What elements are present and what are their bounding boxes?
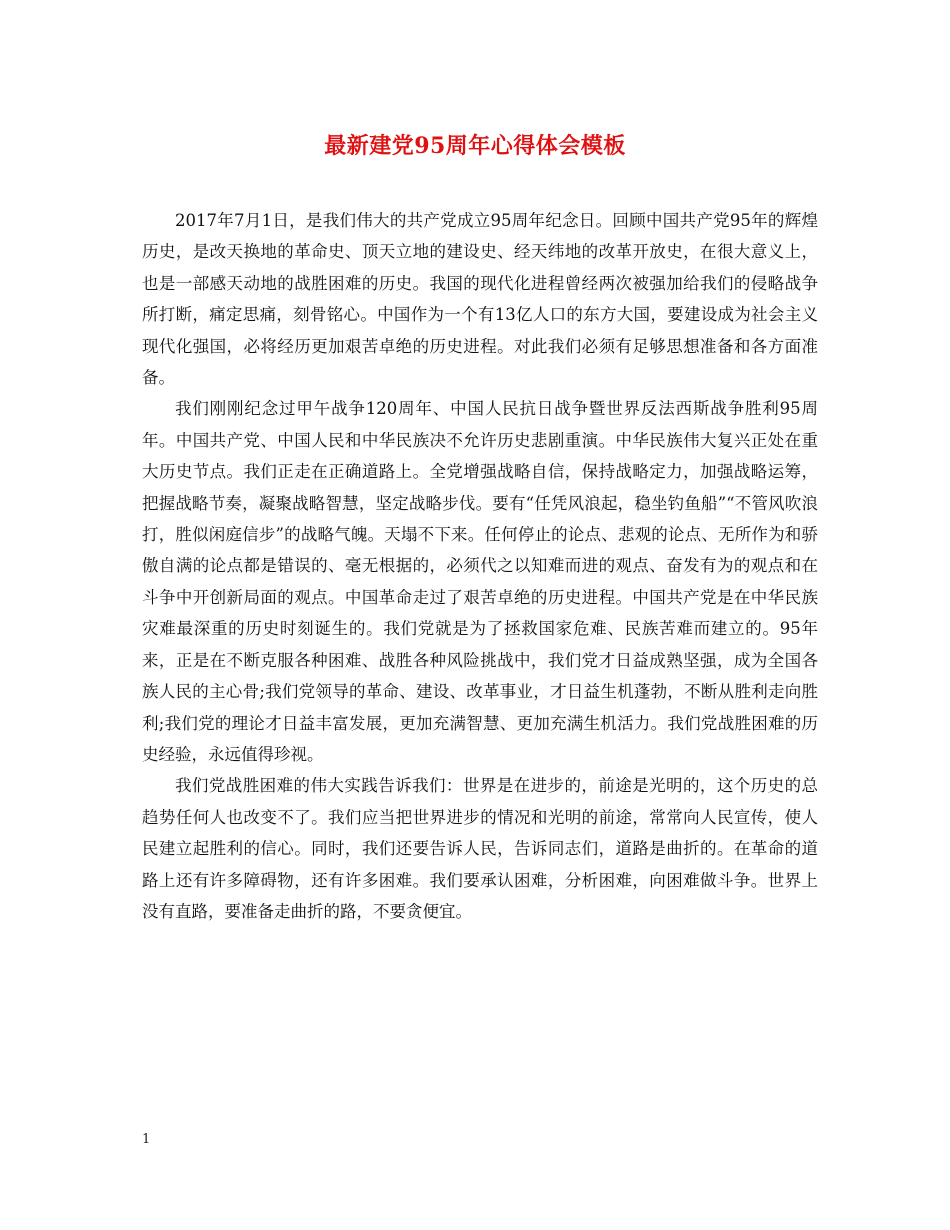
- document-title: 最新建党95周年心得体会模板: [324, 133, 626, 159]
- paragraph-2: 我们刚刚纪念过甲午战争120周年、中国人民抗日战争暨世界反法西斯战争胜利95周年。中国共产党、中国人民和中华民族决不允许历史悲剧重演。中华民族伟大复兴正处在重大历史节点。我们正走在正确道路上。全党增强战略自信，保持战略定力，加强战略运筹，把握战略节奏，凝聚战略智慧，坚定战略步伐。要有“任凭风浪起，稳坐钓鱼船”“不管风吹浪打，胜似闲庭信步”的战略气魄。天塌不下来。任何停止的论点、悲观的论点、无所作为和骄傲自满的论点都是错误的、毫无根据的，必须代之以知难而进的观点、奋发有为的观点和在斗争中开创新局面的观点。中国革命走过了艰苦卓绝的历史进程。中国共产党是在中华民族灾难最深重的历史时刻诞生的。我们党就是为了拯救国家危难、民族苦难而建立的。95年来，正是在不断克服各种困难、战胜各种风险挑战中，我们党才日益成熟坚强，成为全国各族人民的主心骨;我们党领导的革命、建设、改革事业，才日益生机蓬勃，不断从胜利走向胜利;我们党的理论才日益丰富发展，更加充满智慧、更加充满生机活力。我们党战胜困难的历史经验，永远值得珍视。: [142, 399, 818, 764]
- paragraph-3: 我们党战胜困难的伟大实践告诉我们：世界是在进步的，前途是光明的，这个历史的总趋势任何人也改变不了。我们应当把世界进步的情况和光明的前途，常常向人民宣传，使人民建立起胜利的信心。同时，我们还要告诉人民，告诉同志们，道路是曲折的。在革命的道路上还有许多障碍物，还有许多困难。我们要承认困难，分析困难，向困难做斗争。世界上没有直路，要准备走曲折的路，不要贪便宜。: [142, 776, 818, 921]
- paragraph-1: 2017年7月1日，是我们伟大的共产党成立95周年纪念日。回顾中国共产党95年的辉煌历史，是改天换地的革命史、顶天立地的建设史、经天纬地的改革开放史，在很大意义上，也是一部感天动地的战胜困难的历史。我国的现代化进程曾经两次被强加给我们的侵略战争所打断，痛定思痛，刻骨铭心。中国作为一个有13亿人口的东方大国，要建设成为社会主义现代化强国，必将经历更加艰苦卓绝的历史进程。对此我们必须有足够思想准备和各方面准备。: [142, 211, 818, 388]
- document-body: [142, 205, 818, 927]
- page-number: 1: [142, 1132, 151, 1147]
